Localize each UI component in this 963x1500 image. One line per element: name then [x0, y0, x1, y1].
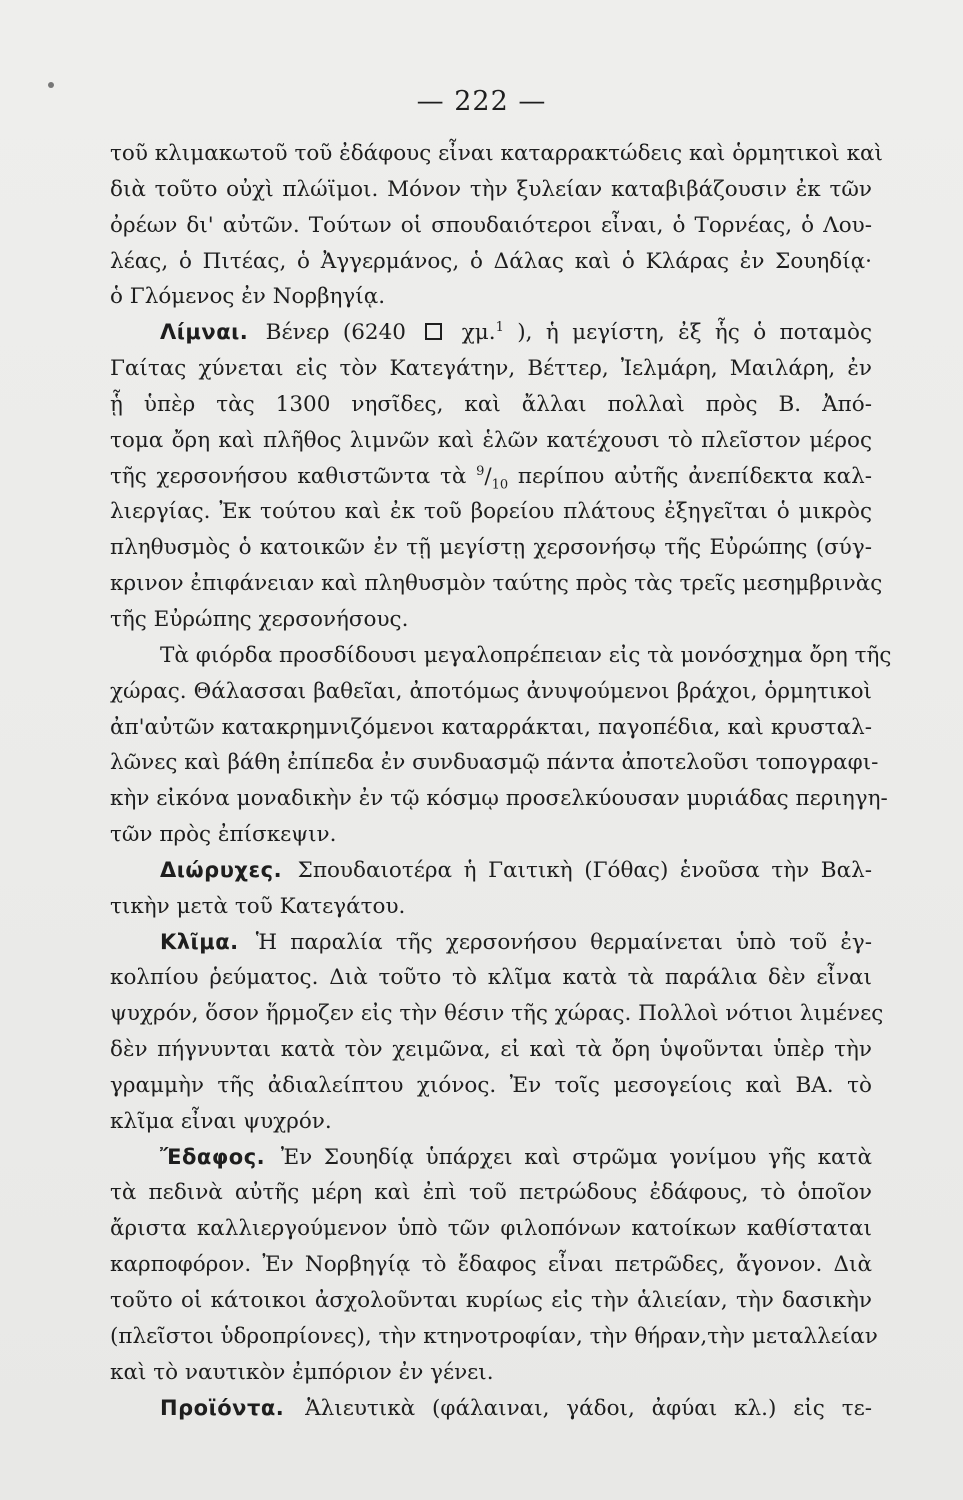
text-line: Γαίτας χύνεται εἰς τὸν Κατεγάτην, Βέττερ, Ἰελμάρη, Μαιλάρη, ἐν: [110, 356, 872, 382]
text-line: λῶνες καὶ βάθη ἐπίπεδα ἐν συνδυασμῷ πάντα ἀποτελοῦσι τοπογραφι-: [110, 750, 879, 776]
text-line: καὶ τὸ ναυτικὸν ἐμπόριον ἐν γένει.: [110, 1359, 494, 1385]
section-heading-canals: Διώρυχες.: [160, 857, 283, 882]
section-heading-soil: Ἔδαφος.: [160, 1144, 266, 1169]
text-line-with-fraction: [110, 459, 872, 495]
fraction-numerator: 9: [476, 463, 485, 479]
text-fragment: τῆς χερσονήσου καθιστῶντα τὰ: [110, 463, 467, 489]
text-line: καρποφόρον. Ἐν Νορβηγίᾳ τὸ ἔδαφος εἶναι πετρῶδες, ἄγονον. Διὰ: [110, 1252, 872, 1278]
text-line: δὲν πήγνυνται κατὰ τὸν χειμῶνα, εἰ καὶ τὰ ὄρη ὑψοῦνται ὑπὲρ τὴν: [110, 1037, 872, 1063]
text-line: διὰ τοῦτο οὐχὶ πλώϊμοι. Μόνον τὴν ξυλείαν καταβιβάζουσιν ἐκ τῶν: [110, 176, 872, 202]
text-fragment: Ἐν Σουηδίᾳ ὑπάρχει καὶ στρῶμα γονίμου γῆς κατὰ: [280, 1144, 872, 1170]
footnote-mark: 1: [495, 320, 504, 336]
text-fragment: ), ἡ μεγίστη, ἐξ ἧς ὁ ποταμὸς: [517, 320, 872, 346]
text-line: ὀρέων δι' αὐτῶν. Τούτων οἱ σπουδαιότεροι εἶναι, ὁ Τορνέας, ὁ Λου-: [110, 212, 872, 238]
text-line: κὴν εἰκόνα μοναδικὴν ἐν τῷ κόσμῳ προσελκύουσαν μυριάδας περιηγη-: [110, 786, 888, 812]
section-climate-first-line: [110, 925, 872, 961]
text-fragment: Βένερ (6240: [265, 320, 406, 346]
text-line: πληθυσμὸς ὁ κατοικῶν ἐν τῇ μεγίστῃ χερσονήσῳ τῆς Εὐρώπης (σύγ-: [110, 535, 872, 561]
text-line: ἄριστα καλλιεργούμενον ὑπὸ τῶν φιλοπόνων κατοίκων καθίσταται: [110, 1216, 872, 1242]
page-body: [110, 136, 892, 1426]
section-heading-products: Προϊόντα.: [160, 1395, 285, 1420]
text-line: (πλεῖστοι ὑδροπρίονες), τὴν κτηνοτροφίαν, τὴν θήραν,τὴν μεταλλείαν: [110, 1323, 878, 1349]
unit-label: χμ.: [461, 320, 496, 346]
text-line: κολπίου ῥεύματος. Διὰ τοῦτο τὸ κλῖμα κατὰ τὰ παράλια δὲν εἶναι: [110, 965, 872, 991]
text-line: τῆς Εὐρώπης χερσονήσους.: [110, 606, 409, 632]
text-line: τῶν πρὸς ἐπίσκεψιν.: [110, 822, 337, 848]
text-line: κρινον ἐπιφάνειαν καὶ πληθυσμὸν ταύτης πρὸς τὰς τρεῖς μεσημβρινὰς: [110, 571, 883, 597]
text-line: ψυχρόν, ὅσον ἥρμοζεν εἰς τὴν θέσιν τῆς χώρας. Πολλοὶ νότιοι λιμένες: [110, 1001, 884, 1027]
section-lakes-first-line: [110, 315, 872, 351]
section-heading-climate: Κλῖμα.: [160, 929, 239, 954]
text-line: ὁ Γλόμενος ἐν Νορβηγίᾳ.: [110, 284, 386, 310]
text-line: ἀπ'αὐτῶν κατακρημνιζόμενοι καταρράκται, παγοπέδια, καὶ κρυσταλ-: [110, 714, 872, 740]
text-fragment: Ἡ παραλία τῆς χερσονήσου θερμαίνεται ὑπὸ τοῦ ἐγ-: [255, 929, 873, 955]
section-heading-lakes: Λίμναι.: [160, 320, 249, 345]
section-soil-first-line: [110, 1140, 872, 1176]
text-line: τοῦ κλιμακωτοῦ τοῦ ἐδάφους εἶναι καταρρακτώδεις καὶ ὁρμητικοὶ καὶ: [110, 141, 883, 166]
text-line: τομα ὄρη καὶ πλῆθος λιμνῶν καὶ ἑλῶν κατέχουσι τὸ πλεῖστον μέρος: [110, 427, 872, 453]
text-line: τικὴν μετὰ τοῦ Κατεγάτου.: [110, 893, 406, 919]
text-line: κλῖμα εἶναι ψυχρόν.: [110, 1108, 332, 1134]
square-symbol-icon: [425, 323, 442, 340]
fraction: $^9/_{10}$: [476, 463, 509, 492]
text-line: Τὰ φιόρδα προσδίδουσι μεγαλοπρέπειαν εἰς τὰ μονόσχημα ὄρη τῆς: [160, 642, 892, 668]
section-products-first-line: [110, 1391, 872, 1427]
text-line: γραμμὴν τῆς ἀδιαλείπτου χιόνος. Ἐν τοῖς μεσογείοις καὶ ΒΑ. τὸ: [110, 1072, 872, 1098]
text-line: ᾗ ὑπὲρ τὰς 1300 νησῖδες, καὶ ἄλλαι πολλαὶ πρὸς Β. Ἀπό-: [110, 391, 872, 417]
text-fragment: περίπου αὐτῆς ἀνεπίδεκτα καλ-: [517, 463, 872, 489]
text-fragment: Ἁλιευτικὰ (φάλαιναι, γάδοι, ἀφύαι κλ.) εἰς τε-: [305, 1395, 872, 1421]
text-fragment: Σπουδαιοτέρα ἡ Γαιτικὴ (Γόθας) ἑνοῦσα τὴν Βαλ-: [297, 857, 872, 883]
text-line: τοῦτο οἱ κάτοικοι ἀσχολοῦνται κυρίως εἰς τὴν ἁλιείαν, τὴν δασικὴν: [110, 1288, 872, 1313]
text-line: τὰ πεδινὰ αὐτῆς μέρη καὶ ἐπὶ τοῦ πετρώδους ἐδάφους, τὸ ὁποῖον: [110, 1180, 872, 1206]
section-canals-first-line: [110, 853, 872, 889]
fraction-denominator: 10: [491, 476, 509, 492]
text-line: χώρας. Θάλασσαι βαθεῖαι, ἀποτόμως ἀνυψούμενοι βράχοι, ὁρμητικοὶ: [110, 678, 872, 704]
page-number: — 222 —: [416, 86, 547, 117]
text-line: λιεργίας. Ἐκ τούτου καὶ ἐκ τοῦ βορείου πλάτους ἐξηγεῖται ὁ μικρὸς: [110, 499, 872, 525]
text-line: λέας, ὁ Πιτέας, ὁ Ἀγγερμάνος, ὁ Δάλας καὶ ὁ Κλάρας ἐν Σουηδίᾳ·: [110, 248, 872, 274]
